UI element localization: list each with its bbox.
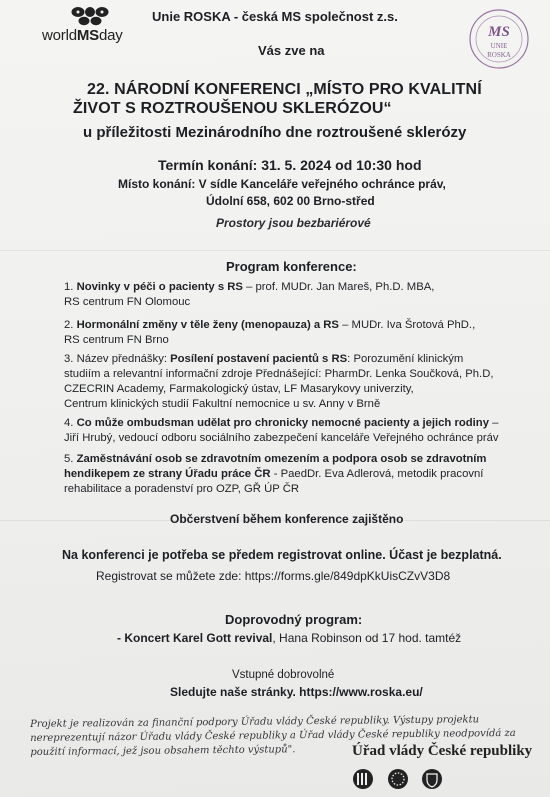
conference-title <box>73 80 482 118</box>
invitation-line: Vás zve na <box>258 43 325 58</box>
event-date: Termín konání: 31. 5. 2024 od 10:30 hod <box>158 157 422 173</box>
event-venue-line1: Místo konání: V sídle Kanceláře veřejného ochránce práv, <box>118 177 446 191</box>
program-item-title: Posílení postavení pacientů s RS <box>170 353 348 365</box>
world-ms-day-wordmark: worldMSday <box>42 27 123 44</box>
program-item-title: Hormonální změny v těle ženy (menopauza) a RS <box>76 319 339 331</box>
program-item-title: Novinky v péči o pacienty s RS <box>76 281 243 293</box>
event-venue-line2: Údolní 658, 602 00 Brno-střed <box>206 194 375 208</box>
program-item: 5. Zaměstnávání osob se zdravotním omezením a podpora osob se zdravotním hendikepem ze strany Úřadu práce ČR - PaedDr. Eva Adlerová, metodik pracovní rehabilitace a poradenství pro OZP, GŘ ÚP ČR <box>64 453 487 495</box>
program-item: 2. Hormonální změny v těle ženy (menopauza) a RS – MUDr. Iva Šrotová PhD., RS centrum FN Brno <box>64 319 476 346</box>
unie-roska-stamp-icon <box>466 8 532 70</box>
refreshments-note: Občerstvení během konference zajištěno <box>170 512 404 526</box>
funding-disclaimer: Projekt je realizován za finanční podpory Úřadu vlády České republiky. Výstupy projektu nereprezentují názor Úřadu vlády České republiky a Úřad vlády České republiky neodpovídá za použití informací, jež jsou obsahem těchto výstupů". <box>30 714 516 758</box>
stamp-word-roska: ROSKA <box>487 51 511 59</box>
conference-title-line2: ŽIVOT S ROZTROUŠENOU SKLERÓZOU“ <box>73 100 392 117</box>
stamp-ms-text: MS <box>488 24 510 40</box>
conference-subtitle: u příležitosti Mezinárodního dne roztroušené sklerózy <box>83 124 467 141</box>
program-heading: Program konference: <box>226 259 357 274</box>
concert-line: - Koncert Karel Gott revival, Hana Robinson od 17 hod. tamtéž <box>117 631 462 645</box>
website-line[interactable]: Sledujte naše stránky. https://www.roska.eu/ <box>170 685 423 699</box>
barrier-free-note: Prostory jsou bezbariérové <box>216 216 371 230</box>
world-ms-day-logo <box>42 6 142 46</box>
stamp-word-unie: UNIE <box>490 42 508 50</box>
registration-link[interactable]: Registrovat se můžete zde: https://forms.gle/849dpKkUisCZvV3D8 <box>96 569 451 583</box>
conference-title-line1: 22. NÁRODNÍ KONFERENCI „MÍSTO PRO KVALITNÍ <box>87 81 482 98</box>
paper-fold <box>0 250 550 251</box>
program-item: 1. Novinky v péči o pacienty s RS – prof. MUDr. Jan Mareš, Ph.D. MBA, RS centrum FN Olomouc <box>64 281 435 308</box>
entry-fee-note: Vstupné dobrovolné <box>232 669 335 681</box>
program-item: 3. Název přednášky: Posílení postavení pacientů s RS: Porozumění klinickým studiím a relevantní informační zdroje Přednášející: PharmDr. Lenka Součková, Ph.D, CZECRIN Academy, Farmakologický ústav, LF Masarykovy univerzity, Centrum klinických studií Fakultní nemocnice u sv. Anny v Brně <box>64 353 494 410</box>
program-item-title: Co může ombudsman udělat pro chronicky nemocné pacienty a jejich rodiny <box>76 417 489 429</box>
world-ms-day-mark-icon <box>70 6 110 26</box>
government-office-label: Úřad vlády České republiky <box>352 743 533 759</box>
emblem-shield-icon <box>422 769 442 789</box>
government-emblems-icon <box>352 768 444 790</box>
organization-name: Unie ROSKA - česká MS společnost z.s. <box>152 9 398 24</box>
companion-program-heading: Doprovodný program: <box>225 612 363 627</box>
emblem-stars-icon <box>388 769 408 789</box>
registration-notice: Na konferenci je potřeba se předem registrovat online. Účast je bezplatná. <box>62 548 502 562</box>
emblem-stripes-icon <box>353 769 373 789</box>
program-item: 4. Co může ombudsman udělat pro chronicky nemocné pacienty a jejich rodiny – Jiří Hrubý, vedoucí odboru sociálního zabezpečení kanceláře Veřejného ochránce práv <box>64 417 499 444</box>
program-item-title: Zaměstnávání osob se zdravotním omezením a podpora osob se zdravotním <box>76 453 487 465</box>
